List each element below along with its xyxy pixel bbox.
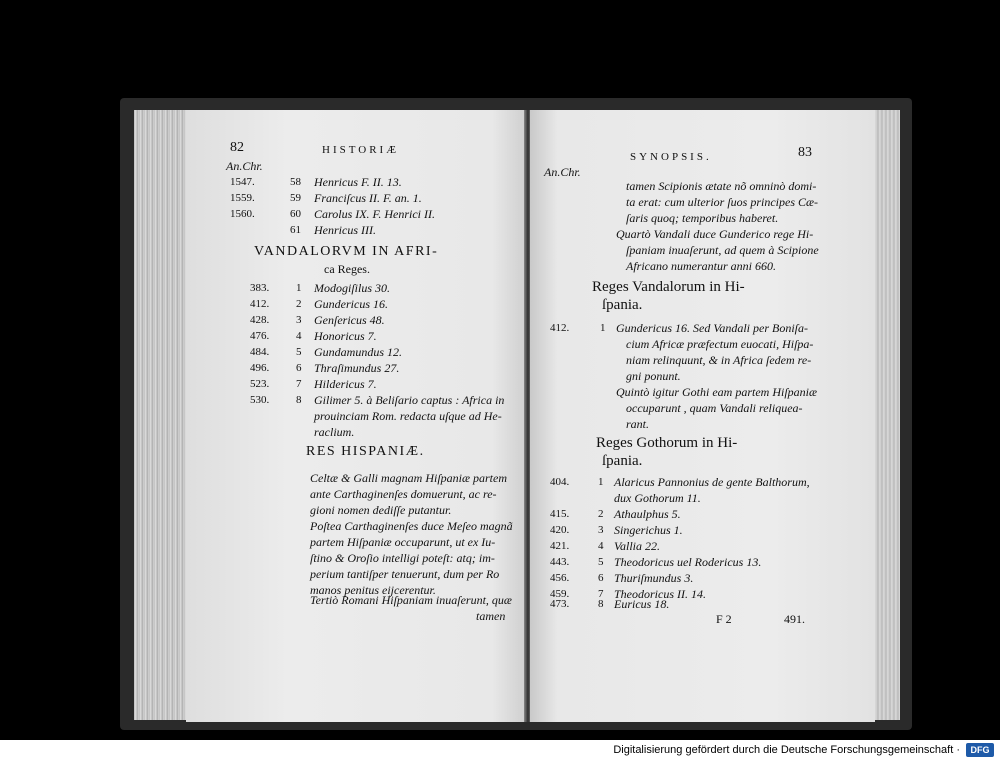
king-year: 496. [250, 362, 270, 374]
king-number: 8 [296, 394, 302, 406]
paragraph-line: partem Hiſpaniæ occuparunt, ut ex Iu- [310, 535, 496, 549]
king-number: 58 [290, 176, 301, 188]
paragraph-line: cium Africæ præfectum euocati, Hiſpa- [626, 337, 814, 351]
section-heading-vandals-hispania: Reges Vandalorum in Hi- [592, 279, 745, 295]
king-number: 59 [290, 192, 301, 204]
paragraph-line: tamen Scipionis ætate nõ omninò domi- [626, 179, 817, 193]
section-heading-goths-cont: ſpania. [602, 453, 643, 469]
king-year: 404. [550, 476, 570, 488]
paragraph-line: ſpaniam inuaſerunt, ad quem à Scipione [626, 243, 819, 257]
king-number: 1 [598, 476, 604, 488]
king-name: Euricus 18. [614, 597, 670, 611]
king-number: 2 [598, 508, 604, 520]
paragraph-line: manos penitus eijcerentur. [310, 583, 436, 597]
king-name: Alaricus Pannonius de gente Balthorum, [614, 475, 810, 489]
king-name: Thuriſmundus 3. [614, 571, 694, 585]
king-name: Hildericus 7. [314, 377, 377, 391]
paragraph-line: occuparunt , quam Vandali reliquea- [626, 401, 803, 415]
footer-credit: Digitalisierung gefördert durch die Deutsche Forschungsgemeinschaft · [613, 744, 960, 756]
king-year: 415. [550, 508, 570, 520]
king-name-cont: raclium. [314, 425, 355, 439]
king-year: 420. [550, 524, 570, 536]
king-name-cont: prouinciam Rom. redacta uſque ad He- [314, 409, 502, 423]
king-year: 1560. [230, 208, 255, 220]
king-name: Honoricus 7. [314, 329, 377, 343]
king-number: 6 [598, 572, 604, 584]
paragraph-line: Poſtea Carthaginenſes duce Meſeo magnã [310, 519, 513, 533]
signature-mark: F 2 [716, 612, 732, 626]
king-name: Modogiſilus 30. [314, 281, 391, 295]
king-year: 412. [250, 298, 270, 310]
king-number: 1 [296, 282, 302, 294]
king-number: 7 [296, 378, 302, 390]
section-heading-vandals-hispania-cont: ſpania. [602, 297, 643, 313]
king-number: 3 [296, 314, 302, 326]
paragraph-line: Quartò Vandali duce Gunderico rege Hi- [616, 227, 814, 241]
right-page-number: 83 [798, 145, 812, 160]
catchword: tamen [476, 609, 506, 623]
paragraph-line: perium tantiſper tenuerunt, dum per Ro [310, 567, 500, 581]
king-year: 428. [250, 314, 270, 326]
king-year: 473. [550, 598, 570, 610]
king-year: 1559. [230, 192, 255, 204]
section-heading-goths: Reges Gothorum in Hi- [596, 435, 738, 451]
section-heading-hispaniae: RES HISPANIÆ. [306, 444, 425, 459]
dfg-logo: DFG [966, 743, 994, 757]
paragraph-line: ſtino & Oroſio intelligi poteſt: atq; im- [310, 551, 495, 565]
king-year: 443. [550, 556, 570, 568]
king-number: 60 [290, 208, 301, 220]
paragraph-line: ta erat: cum ulterior ſuos principes Cæ- [626, 195, 818, 209]
king-name: Gundericus 16. [314, 297, 388, 311]
king-name: Henricus F. II. 13. [314, 175, 402, 189]
king-year: 456. [550, 572, 570, 584]
king-name: Genſericus 48. [314, 313, 385, 327]
king-year: 476. [250, 330, 270, 342]
paragraph-line: rant. [626, 417, 650, 431]
king-number: 5 [296, 346, 302, 358]
king-name: Franciſcus II. F. an. 1. [314, 191, 422, 205]
paragraph-line: ſaris quoq; temporibus haberet. [626, 211, 779, 225]
left-running-head: HISTORIÆ [322, 144, 399, 156]
king-name: Athaulphus 5. [614, 507, 681, 521]
section-heading-vandals-cont: ca Reges. [324, 262, 370, 276]
king-number: 7 [598, 588, 604, 600]
king-name: Gundamundus 12. [314, 345, 403, 359]
right-page [530, 110, 875, 722]
left-an-chr-label: An.Chr. [226, 159, 263, 173]
left-page [186, 110, 526, 722]
king-name: Carolus IX. F. Henrici II. [314, 207, 435, 221]
king-number: 5 [598, 556, 604, 568]
king-number: 1 [600, 322, 606, 334]
right-running-head: SYNOPSIS. [630, 151, 712, 163]
king-year: 383. [250, 282, 270, 294]
king-name: Vallia 22. [614, 539, 661, 553]
king-number: 6 [296, 362, 302, 374]
king-number: 4 [598, 540, 604, 552]
king-number: 8 [598, 598, 604, 610]
footer-bar [0, 740, 1000, 761]
page-edges-left [134, 110, 190, 720]
right-an-chr-label: An.Chr. [544, 165, 581, 179]
king-name-cont: dux Gothorum 11. [614, 491, 701, 505]
king-name: Thraſimundus 27. [314, 361, 400, 375]
king-number: 4 [296, 330, 302, 342]
king-year: 484. [250, 346, 270, 358]
king-year: 523. [250, 378, 270, 390]
king-name: Singerichus 1. [614, 523, 683, 537]
page-edges-right [872, 110, 900, 720]
king-year: 412. [550, 322, 570, 334]
paragraph-line: gioni nomen dediſſe putantur. [310, 503, 452, 517]
paragraph-line: Quintò igitur Gothi eam partem Hiſpaniæ [616, 385, 817, 399]
king-number: 61 [290, 224, 301, 236]
king-year: 530. [250, 394, 270, 406]
section-heading-vandals: VANDALORVM IN AFRI- [254, 244, 439, 259]
king-name: Theodoricus II. 14. [614, 587, 706, 601]
king-name: Theodoricus uel Rodericus 13. [614, 555, 762, 569]
paragraph-line: gni ponunt. [626, 369, 681, 383]
paragraph-line: niam relinquunt, & in Africa ſedem re- [626, 353, 812, 367]
king-year: 1547. [230, 176, 255, 188]
king-year: 421. [550, 540, 570, 552]
king-year: 459. [550, 588, 570, 600]
catchword: 491. [784, 612, 805, 626]
king-number: 2 [296, 298, 302, 310]
paragraph-line: Gundericus 16. Sed Vandali per Boniſa- [616, 321, 808, 335]
paragraph-line: Celtæ & Galli magnam Hiſpaniæ partem [310, 471, 508, 485]
left-page-number: 82 [230, 140, 244, 155]
paragraph-line: ante Carthaginenſes domuerunt, ac re- [310, 487, 497, 501]
paragraph-line: Tertiò Romani Hiſpaniam inuaſerunt, quæ [310, 593, 512, 607]
king-name: Gilimer 5. à Beliſario captus : Africa in [314, 393, 505, 407]
paragraph-line: Africano numerantur anni 660. [626, 259, 776, 273]
king-name: Henricus III. [314, 223, 376, 237]
king-number: 3 [598, 524, 604, 536]
